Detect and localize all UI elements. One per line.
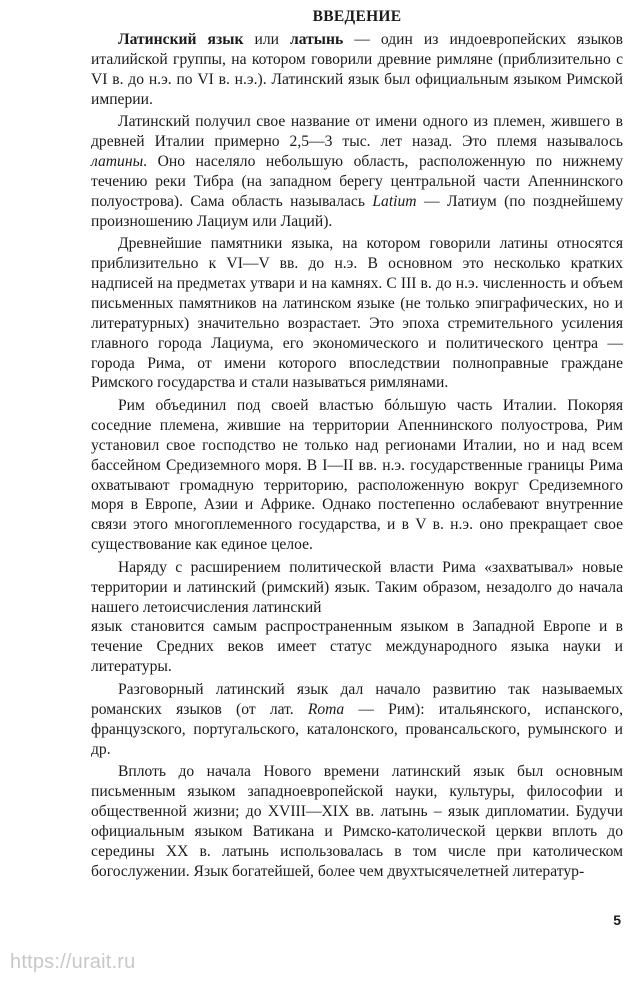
text-run: язык становится самым распространенным языком в Западной Европе и в течение Средних веков имеет статус международного языка науки и литературы. bbox=[91, 618, 623, 676]
paragraph bbox=[91, 680, 623, 759]
italic-term: Latium bbox=[372, 192, 417, 210]
page-number: 5 bbox=[613, 912, 621, 928]
paragraph bbox=[91, 30, 623, 109]
paragraph bbox=[91, 234, 623, 393]
paragraph bbox=[91, 762, 623, 881]
text-run: Разговорный латинский язык дал начало развитию так называемых романских языков (от лат. bbox=[91, 681, 623, 718]
italic-term: Roma bbox=[307, 700, 345, 718]
paragraph bbox=[91, 617, 623, 677]
text-run: — один из индоевропейских языков италийской группы, на котором говорили древние римляне (приблизительно с VI в. до н.э. по VI в. н.э.). Латинский язык был официальным языком Римской империи. bbox=[91, 31, 623, 108]
body-text bbox=[91, 30, 623, 881]
text-run: Вплоть до начала Нового времени латинский язык был основным письменным языком западноевропейской науки, культуры, философии и общественной жизни; до XVIII—XIX вв. латынь – язык дипломатии. Будучи официальным языком Ватикана и Римско-католической церкви вплоть до середины XX в. латынь использовалась в том числе при католическом богослужении. Язык богатейшей, более чем двухтысячелетней литератур- bbox=[91, 763, 623, 880]
bold-term: латынь bbox=[290, 31, 344, 48]
text-run: Наряду с расширением политической власти Рима «захватывал» новые территории и латинский (римский) язык. Таким образом, незадолго до начала нашего летоисчисления латинский bbox=[91, 558, 623, 616]
text-run: или bbox=[243, 31, 290, 48]
paragraph bbox=[91, 396, 623, 555]
section-heading: ВВЕДЕНИЕ bbox=[312, 8, 402, 25]
text-run: — Латиум (по позднейшему произношению Лациум или Лаций). bbox=[91, 192, 623, 230]
text-run: — Рим): итальянского, испанского, французского, португальского, каталонского, провансальского, румынского и др. bbox=[91, 700, 623, 758]
text-run: . Оно населяло небольшую область, расположенную по нижнему течению реки Тибра (на западном берегу центральной части Апеннинского полуострова). Сама область называлась bbox=[91, 153, 623, 210]
document-page bbox=[91, 0, 623, 881]
text-run: Древнейшие памятники языка, на котором говорили латины относятся приблизительно к VI—V вв. до н.э. В основном это несколько кратких надписей на предметах утвари и на камнях. С III в. до н.э. численность и объем письменных памятников на латинском языке (не только эпиграфических, но и литературных) значительно возрастает. Это эпоха стремительного усиления главного города Лациума, его экономического и политического центра — города Рима, от имени которого впоследствии полноправные граждане Римского государства и стали называться римлянами. bbox=[91, 235, 623, 392]
paragraph bbox=[91, 112, 623, 231]
text-run: Латинский получил свое название от имени одного из племен, жившего в древней Италии примерно 2,5—3 тыс. лет назад. Это племя называлось bbox=[91, 113, 623, 151]
paragraph bbox=[91, 558, 623, 618]
watermark-url[interactable]: https://urait.ru bbox=[10, 951, 136, 973]
text-run: Рим объединил под своей властью бóльшую часть Италии. Покоряя соседние племена, жившие на территории Апеннинского полуострова, Рим установил свое господство не только над регионами Италии, но и над всем бассейном Средиземного моря. В I—II вв. н.э. государственные границы Рима охватывают громадную территорию, расположенную вокруг Средиземного моря в Европе, Азии и Африке. Однако постепенно ослабевают внутренние связи этого многоплеменного государства, и в V в. н.э. оно прекращает свое существование как единое целое. bbox=[91, 397, 623, 554]
bold-term: Латинский язык bbox=[118, 31, 244, 48]
italic-term: латины bbox=[91, 153, 144, 171]
